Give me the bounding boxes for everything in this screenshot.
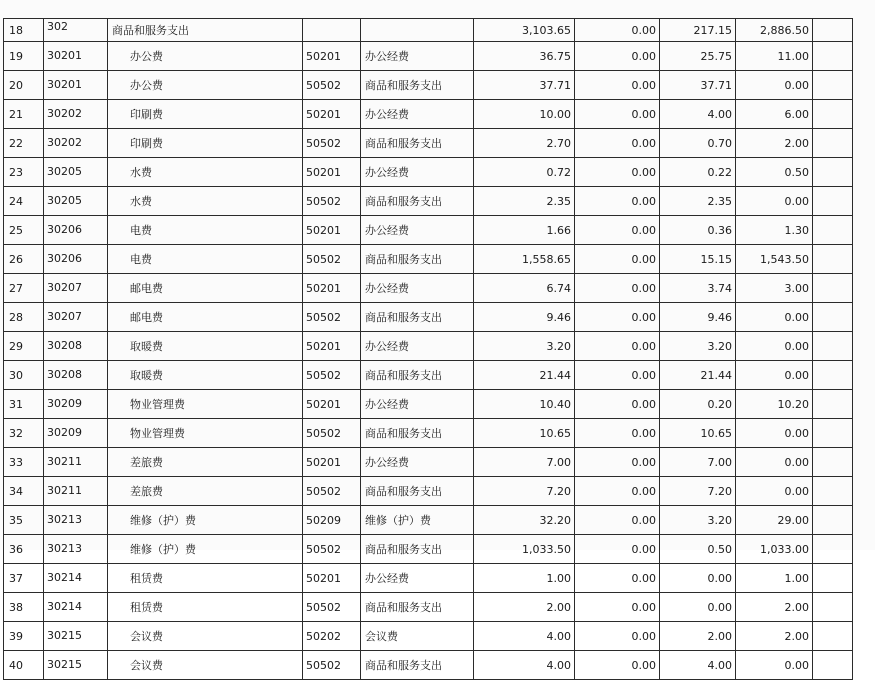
table-row [4, 651, 853, 680]
function-name-cell: 商品和服务支出 [361, 303, 474, 332]
amount-col-3-cell: 2.00 [736, 593, 813, 622]
function-name-cell: 商品和服务支出 [361, 361, 474, 390]
amount-col-2-cell: 4.00 [660, 651, 736, 680]
function-code-cell [303, 19, 361, 42]
amount-col-2-cell: 7.00 [660, 448, 736, 477]
function-code-cell: 50201 [303, 100, 361, 129]
row-number-cell: 18 [4, 19, 44, 42]
economic-code-cell: 30215 [44, 651, 108, 680]
amount-col-3-cell: 29.00 [736, 506, 813, 535]
amount-col-2-cell: 9.46 [660, 303, 736, 332]
item-name-cell: 电费 [108, 216, 303, 245]
blank-cell [813, 158, 853, 187]
amount-col-1-cell: 0.00 [575, 158, 660, 187]
economic-code-cell: 30213 [44, 506, 108, 535]
amount-col-1-cell: 0.00 [575, 390, 660, 419]
amount-col-3-cell: 3.00 [736, 274, 813, 303]
amount-col-3-cell: 11.00 [736, 42, 813, 71]
function-code-cell: 50502 [303, 303, 361, 332]
amount-col-3-cell: 1.30 [736, 216, 813, 245]
amount-col-1-cell: 0.00 [575, 506, 660, 535]
amount-col-2-cell: 3.20 [660, 332, 736, 361]
item-name-cell: 水费 [108, 158, 303, 187]
table-row [4, 448, 853, 477]
function-name-cell: 办公经费 [361, 448, 474, 477]
row-number-cell: 23 [4, 158, 44, 187]
amount-col-3-cell: 0.00 [736, 303, 813, 332]
row-number-cell: 25 [4, 216, 44, 245]
table-row [4, 535, 853, 564]
total-amount-cell: 10.65 [474, 419, 575, 448]
row-number-cell: 19 [4, 42, 44, 71]
economic-code-cell: 30201 [44, 42, 108, 71]
table-body [4, 19, 853, 680]
item-name-cell: 会议费 [108, 651, 303, 680]
amount-col-2-cell: 15.15 [660, 245, 736, 274]
amount-col-3-cell: 0.00 [736, 71, 813, 100]
table-row [4, 245, 853, 274]
amount-col-1-cell: 0.00 [575, 593, 660, 622]
row-number-cell: 40 [4, 651, 44, 680]
amount-col-3-cell: 2.00 [736, 622, 813, 651]
table-row [4, 274, 853, 303]
amount-col-1-cell: 0.00 [575, 245, 660, 274]
amount-col-1-cell: 0.00 [575, 19, 660, 42]
blank-cell [813, 100, 853, 129]
amount-col-2-cell: 2.35 [660, 187, 736, 216]
function-name-cell: 商品和服务支出 [361, 477, 474, 506]
amount-col-2-cell: 3.20 [660, 506, 736, 535]
function-name-cell: 商品和服务支出 [361, 419, 474, 448]
function-name-cell: 商品和服务支出 [361, 71, 474, 100]
total-amount-cell: 21.44 [474, 361, 575, 390]
function-name-cell: 商品和服务支出 [361, 129, 474, 158]
table-row [4, 332, 853, 361]
amount-col-1-cell: 0.00 [575, 448, 660, 477]
blank-cell [813, 245, 853, 274]
item-name-cell: 租赁费 [108, 593, 303, 622]
item-name-cell: 物业管理费 [108, 419, 303, 448]
amount-col-1-cell: 0.00 [575, 419, 660, 448]
amount-col-2-cell: 2.00 [660, 622, 736, 651]
row-number-cell: 26 [4, 245, 44, 274]
expenditure-table [3, 18, 853, 680]
function-code-cell: 50201 [303, 448, 361, 477]
item-name-cell: 印刷费 [108, 129, 303, 158]
economic-code-cell: 30202 [44, 100, 108, 129]
blank-cell [813, 71, 853, 100]
function-code-cell: 50201 [303, 42, 361, 71]
blank-cell [813, 564, 853, 593]
amount-col-2-cell: 4.00 [660, 100, 736, 129]
function-name-cell: 办公经费 [361, 216, 474, 245]
total-amount-cell: 37.71 [474, 71, 575, 100]
function-code-cell: 50209 [303, 506, 361, 535]
function-code-cell: 50201 [303, 158, 361, 187]
row-number-cell: 30 [4, 361, 44, 390]
item-name-cell: 会议费 [108, 622, 303, 651]
function-code-cell: 50502 [303, 477, 361, 506]
amount-col-1-cell: 0.00 [575, 303, 660, 332]
function-code-cell: 50502 [303, 187, 361, 216]
amount-col-1-cell: 0.00 [575, 651, 660, 680]
economic-code-cell: 30209 [44, 390, 108, 419]
amount-col-1-cell: 0.00 [575, 274, 660, 303]
blank-cell [813, 303, 853, 332]
blank-cell [813, 448, 853, 477]
row-number-cell: 29 [4, 332, 44, 361]
function-name-cell: 商品和服务支出 [361, 187, 474, 216]
amount-col-3-cell: 0.00 [736, 651, 813, 680]
function-name-cell: 办公经费 [361, 158, 474, 187]
amount-col-3-cell: 10.20 [736, 390, 813, 419]
function-name-cell [361, 19, 474, 42]
item-name-cell: 办公费 [108, 42, 303, 71]
amount-col-2-cell: 0.00 [660, 564, 736, 593]
row-number-cell: 39 [4, 622, 44, 651]
row-number-cell: 28 [4, 303, 44, 332]
economic-code-cell: 30209 [44, 419, 108, 448]
blank-cell [813, 274, 853, 303]
function-code-cell: 50502 [303, 129, 361, 158]
function-code-cell: 50502 [303, 651, 361, 680]
function-code-cell: 50201 [303, 390, 361, 419]
amount-col-2-cell: 7.20 [660, 477, 736, 506]
function-name-cell: 办公经费 [361, 42, 474, 71]
total-amount-cell: 10.00 [474, 100, 575, 129]
row-number-cell: 27 [4, 274, 44, 303]
economic-code-cell: 302 [44, 19, 108, 42]
amount-col-1-cell: 0.00 [575, 42, 660, 71]
amount-col-2-cell: 21.44 [660, 361, 736, 390]
blank-cell [813, 593, 853, 622]
row-number-cell: 38 [4, 593, 44, 622]
table-row [4, 100, 853, 129]
blank-cell [813, 361, 853, 390]
amount-col-3-cell: 0.00 [736, 419, 813, 448]
amount-col-2-cell: 0.20 [660, 390, 736, 419]
total-amount-cell: 4.00 [474, 651, 575, 680]
item-name-cell: 差旅费 [108, 477, 303, 506]
total-amount-cell: 0.72 [474, 158, 575, 187]
blank-cell [813, 19, 853, 42]
item-name-cell: 维修（护）费 [108, 506, 303, 535]
row-number-cell: 32 [4, 419, 44, 448]
total-amount-cell: 1.66 [474, 216, 575, 245]
total-amount-cell: 9.46 [474, 303, 575, 332]
table-row [4, 187, 853, 216]
amount-col-2-cell: 0.70 [660, 129, 736, 158]
amount-col-2-cell: 10.65 [660, 419, 736, 448]
total-amount-cell: 7.00 [474, 448, 575, 477]
function-code-cell: 50502 [303, 245, 361, 274]
function-name-cell: 商品和服务支出 [361, 651, 474, 680]
economic-code-cell: 30201 [44, 71, 108, 100]
table-row [4, 506, 853, 535]
amount-col-2-cell: 37.71 [660, 71, 736, 100]
function-name-cell: 办公经费 [361, 274, 474, 303]
row-number-cell: 37 [4, 564, 44, 593]
economic-code-cell: 30215 [44, 622, 108, 651]
economic-code-cell: 30213 [44, 535, 108, 564]
amount-col-2-cell: 0.50 [660, 535, 736, 564]
table-row [4, 19, 853, 42]
function-code-cell: 50201 [303, 332, 361, 361]
table-row [4, 390, 853, 419]
amount-col-3-cell: 6.00 [736, 100, 813, 129]
function-name-cell: 商品和服务支出 [361, 245, 474, 274]
row-number-cell: 34 [4, 477, 44, 506]
table-row [4, 564, 853, 593]
function-name-cell: 办公经费 [361, 332, 474, 361]
amount-col-3-cell: 0.00 [736, 477, 813, 506]
total-amount-cell: 2.70 [474, 129, 575, 158]
function-code-cell: 50201 [303, 274, 361, 303]
function-name-cell: 办公经费 [361, 100, 474, 129]
function-name-cell: 办公经费 [361, 390, 474, 419]
amount-col-3-cell: 0.00 [736, 448, 813, 477]
table-row [4, 303, 853, 332]
amount-col-3-cell: 2,886.50 [736, 19, 813, 42]
item-name-cell: 维修（护）费 [108, 535, 303, 564]
amount-col-3-cell: 2.00 [736, 129, 813, 158]
item-name-cell: 邮电费 [108, 303, 303, 332]
amount-col-3-cell: 1.00 [736, 564, 813, 593]
amount-col-3-cell: 0.50 [736, 158, 813, 187]
total-amount-cell: 1,033.50 [474, 535, 575, 564]
amount-col-3-cell: 0.00 [736, 187, 813, 216]
item-name-cell: 水费 [108, 187, 303, 216]
economic-code-cell: 30207 [44, 274, 108, 303]
amount-col-1-cell: 0.00 [575, 535, 660, 564]
row-number-cell: 35 [4, 506, 44, 535]
item-name-cell: 办公费 [108, 71, 303, 100]
table-row [4, 42, 853, 71]
row-number-cell: 31 [4, 390, 44, 419]
economic-code-cell: 30202 [44, 129, 108, 158]
total-amount-cell: 1,558.65 [474, 245, 575, 274]
blank-cell [813, 42, 853, 71]
blank-cell [813, 535, 853, 564]
function-code-cell: 50502 [303, 535, 361, 564]
blank-cell [813, 332, 853, 361]
total-amount-cell: 2.35 [474, 187, 575, 216]
total-amount-cell: 3.20 [474, 332, 575, 361]
blank-cell [813, 390, 853, 419]
economic-code-cell: 30207 [44, 303, 108, 332]
total-amount-cell: 10.40 [474, 390, 575, 419]
table-row [4, 477, 853, 506]
amount-col-2-cell: 25.75 [660, 42, 736, 71]
function-code-cell: 50502 [303, 593, 361, 622]
amount-col-3-cell: 0.00 [736, 332, 813, 361]
item-name-cell: 电费 [108, 245, 303, 274]
total-amount-cell: 3,103.65 [474, 19, 575, 42]
function-name-cell: 商品和服务支出 [361, 593, 474, 622]
function-code-cell: 50202 [303, 622, 361, 651]
function-name-cell: 商品和服务支出 [361, 535, 474, 564]
economic-code-cell: 30208 [44, 332, 108, 361]
economic-code-cell: 30206 [44, 216, 108, 245]
row-number-cell: 33 [4, 448, 44, 477]
total-amount-cell: 32.20 [474, 506, 575, 535]
function-code-cell: 50502 [303, 71, 361, 100]
amount-col-1-cell: 0.00 [575, 564, 660, 593]
total-amount-cell: 7.20 [474, 477, 575, 506]
item-name-cell: 取暖费 [108, 361, 303, 390]
amount-col-3-cell: 1,033.00 [736, 535, 813, 564]
amount-col-1-cell: 0.00 [575, 216, 660, 245]
row-number-cell: 20 [4, 71, 44, 100]
function-code-cell: 50201 [303, 564, 361, 593]
total-amount-cell: 36.75 [474, 42, 575, 71]
total-amount-cell: 6.74 [474, 274, 575, 303]
item-name-cell: 印刷费 [108, 100, 303, 129]
amount-col-1-cell: 0.00 [575, 71, 660, 100]
economic-code-cell: 30214 [44, 593, 108, 622]
function-name-cell: 会议费 [361, 622, 474, 651]
amount-col-1-cell: 0.00 [575, 100, 660, 129]
table-row [4, 593, 853, 622]
economic-code-cell: 30208 [44, 361, 108, 390]
function-code-cell: 50502 [303, 419, 361, 448]
item-name-cell: 租赁费 [108, 564, 303, 593]
row-number-cell: 36 [4, 535, 44, 564]
economic-code-cell: 30211 [44, 477, 108, 506]
table-row [4, 158, 853, 187]
blank-cell [813, 477, 853, 506]
amount-col-2-cell: 217.15 [660, 19, 736, 42]
item-name-cell: 差旅费 [108, 448, 303, 477]
table-row [4, 71, 853, 100]
blank-cell [813, 651, 853, 680]
economic-code-cell: 30214 [44, 564, 108, 593]
item-name-cell: 物业管理费 [108, 390, 303, 419]
table-row [4, 361, 853, 390]
blank-cell [813, 216, 853, 245]
amount-col-3-cell: 1,543.50 [736, 245, 813, 274]
total-amount-cell: 4.00 [474, 622, 575, 651]
economic-code-cell: 30206 [44, 245, 108, 274]
blank-cell [813, 622, 853, 651]
item-name-cell: 邮电费 [108, 274, 303, 303]
function-code-cell: 50502 [303, 361, 361, 390]
row-number-cell: 22 [4, 129, 44, 158]
amount-col-1-cell: 0.00 [575, 129, 660, 158]
table-row [4, 419, 853, 448]
blank-cell [813, 129, 853, 158]
amount-col-2-cell: 3.74 [660, 274, 736, 303]
item-name-cell: 取暖费 [108, 332, 303, 361]
row-number-cell: 24 [4, 187, 44, 216]
amount-col-2-cell: 0.36 [660, 216, 736, 245]
row-number-cell: 21 [4, 100, 44, 129]
table-row [4, 216, 853, 245]
blank-cell [813, 419, 853, 448]
item-name-cell: 商品和服务支出 [108, 19, 303, 42]
function-name-cell: 维修（护）费 [361, 506, 474, 535]
amount-col-1-cell: 0.00 [575, 622, 660, 651]
blank-cell [813, 506, 853, 535]
table-row [4, 129, 853, 158]
amount-col-1-cell: 0.00 [575, 187, 660, 216]
amount-col-1-cell: 0.00 [575, 477, 660, 506]
table-row [4, 622, 853, 651]
function-name-cell: 办公经费 [361, 564, 474, 593]
economic-code-cell: 30205 [44, 158, 108, 187]
function-code-cell: 50201 [303, 216, 361, 245]
economic-code-cell: 30211 [44, 448, 108, 477]
amount-col-3-cell: 0.00 [736, 361, 813, 390]
total-amount-cell: 1.00 [474, 564, 575, 593]
amount-col-2-cell: 0.22 [660, 158, 736, 187]
total-amount-cell: 2.00 [474, 593, 575, 622]
amount-col-1-cell: 0.00 [575, 361, 660, 390]
amount-col-2-cell: 0.00 [660, 593, 736, 622]
blank-cell [813, 187, 853, 216]
economic-code-cell: 30205 [44, 187, 108, 216]
amount-col-1-cell: 0.00 [575, 332, 660, 361]
